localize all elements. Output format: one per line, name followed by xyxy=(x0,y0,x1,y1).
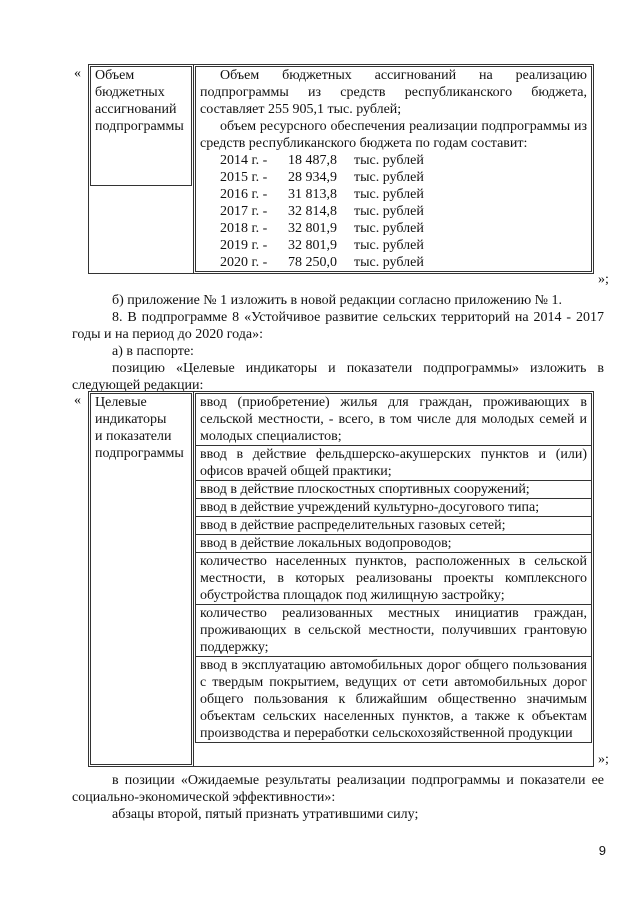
paragraph-b: б) приложение № 1 изложить в новой редакции согласно приложению № 1. xyxy=(112,293,563,308)
funding-label-line: Объем xyxy=(95,68,135,83)
funding-year-row: 2015 г. - 28 934,9 тыс. рублей xyxy=(220,170,424,185)
funding-label-cell xyxy=(89,65,194,274)
funding-total-text: Объем бюджетных ассигнований на реализацию подпрограммы из средств республиканского бюджета, составляет 255 905,1 тыс. рублей; xyxy=(200,68,587,117)
open-quote-2: « xyxy=(74,393,81,408)
funding-year-list xyxy=(200,152,587,271)
funding-content-cell xyxy=(194,65,594,274)
close-quote-2: »; xyxy=(598,752,609,767)
funding-year-row: 2014 г. - 18 487,8 тыс. рублей xyxy=(220,153,424,168)
indicators-label-line: Целевые xyxy=(95,395,147,410)
close-quote-1: »; xyxy=(598,272,609,287)
indicator-item: количество реализованных местных инициатив граждан, проживающих в сельской местности, получивших грантовую поддержку; xyxy=(196,605,591,657)
indicator-item: ввод в эксплуатацию автомобильных дорог общего пользования с твердым покрытием, ведущих от сети автомобильных дорог общего пользования к ближайшим общественно значимым объектам сельских населенных пунктов, а также к объектам производства и переработки сельскохозяйственной продукции xyxy=(200,658,587,741)
funding-label-line: бюджетных xyxy=(95,85,165,100)
funding-label-line: подпрограммы xyxy=(95,119,184,134)
paragraph-position: позицию «Целевые индикаторы и показатели подпрограммы» изложить в следующей редакции: xyxy=(72,361,604,393)
indicator-item: ввод (приобретение) жилья для граждан, проживающих в сельской местности, - всего, в том числе для молодых семей и молодых специалистов; xyxy=(196,394,591,446)
paragraph-8: 8. В подпрограмме 8 «Устойчивое развитие сельских территорий на 2014 - 2017 годы и на период до 2020 года»: xyxy=(72,310,604,342)
indicators-label-cell xyxy=(89,392,194,767)
indicators-label-line: и показатели xyxy=(95,429,172,444)
open-quote-1: « xyxy=(74,66,81,81)
indicator-item: ввод в действие плоскостных спортивных сооружений; xyxy=(196,481,591,499)
indicator-item: количество населенных пунктов, расположенных в сельской местности, в которых реализованы проекты комплексного обустройства площадок под жилищную застройку; xyxy=(196,553,591,605)
indicators-table xyxy=(88,391,594,767)
paragraph-abzacy: абзацы второй, пятый признать утратившими силу; xyxy=(112,807,419,822)
funding-year-row: 2019 г. - 32 801,9 тыс. рублей xyxy=(220,238,424,253)
indicator-item: ввод в действие распределительных газовых сетей; xyxy=(196,517,591,535)
funding-year-row: 2017 г. - 32 814,8 тыс. рублей xyxy=(220,204,424,219)
indicator-item: ввод в действие фельдшерско-акушерских пунктов и (или) офисов врачей общей практики; xyxy=(196,446,591,481)
indicator-item: ввод в действие локальных водопроводов; xyxy=(196,535,591,553)
indicators-content-cell xyxy=(194,392,594,767)
funding-table xyxy=(88,64,594,274)
funding-label-line: ассигнований xyxy=(95,102,177,117)
indicators-label-line: индикаторы xyxy=(95,412,167,427)
funding-years-intro: объем ресурсного обеспечения реализации подпрограммы из средств республиканского бюджета по годам составит: xyxy=(200,119,587,151)
funding-year-row: 2020 г. - 78 250,0 тыс. рублей xyxy=(220,255,424,270)
page-number: 9 xyxy=(598,843,606,858)
indicator-item: ввод в действие учреждений культурно-досугового типа; xyxy=(196,499,591,517)
funding-year-row: 2016 г. - 31 813,8 тыс. рублей xyxy=(220,187,424,202)
paragraph-a: а) в паспорте: xyxy=(112,344,194,359)
funding-year-row: 2018 г. - 32 801,9 тыс. рублей xyxy=(220,221,424,236)
paragraph-in-position: в позиции «Ожидаемые результаты реализации подпрограммы и показатели ее социально-экономической эффективности»: xyxy=(72,773,604,805)
indicators-label-line: подпрограммы xyxy=(95,446,184,461)
